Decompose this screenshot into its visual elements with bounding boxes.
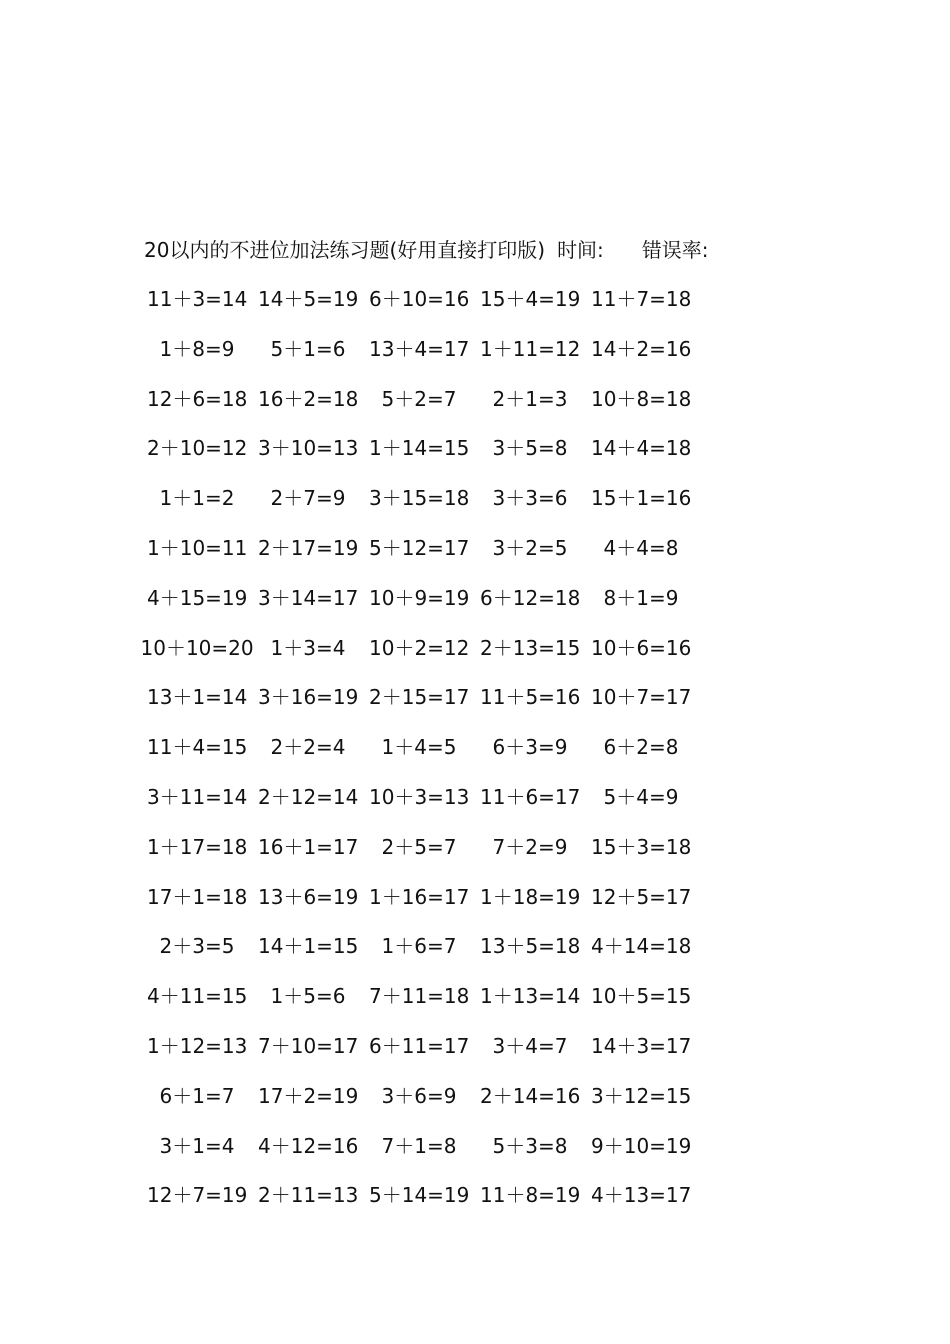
addition-problem: 3＋6=9: [381, 1083, 457, 1108]
addition-problem: 12＋5=17: [591, 884, 692, 909]
addition-problem: 6＋3=9: [492, 735, 568, 760]
addition-problem: 4＋11=15: [147, 984, 248, 1009]
addition-problem: 17＋1=18: [147, 884, 248, 909]
addition-problem: 14＋1=15: [258, 934, 359, 959]
addition-problem: 11＋3=14: [147, 287, 248, 311]
addition-problem: 1＋12=13: [147, 1034, 248, 1058]
error-rate-label: 错误率:: [641, 238, 709, 262]
addition-problem: 1＋13=14: [480, 984, 581, 1009]
addition-problem: 1＋4=5: [381, 735, 457, 760]
problem-row: [0, 682, 950, 712]
addition-problem: 2＋10=12: [147, 436, 248, 461]
addition-problem: 5＋1=6: [270, 336, 346, 361]
addition-problem: 1＋8=9: [159, 336, 235, 361]
problem-row: [0, 483, 950, 513]
addition-problem: 1＋17=18: [147, 834, 248, 859]
addition-problem: 10＋9=19: [369, 585, 470, 610]
addition-problem: 2＋7=9: [270, 486, 346, 511]
addition-problem: 5＋4=9: [603, 785, 679, 809]
addition-problem: 11＋7=18: [591, 287, 692, 311]
addition-problem: 13＋6=19: [258, 884, 359, 909]
addition-problem: 16＋1=17: [258, 834, 359, 859]
addition-problem: 4＋14=18: [591, 934, 692, 959]
addition-problem: 6＋1=7: [159, 1083, 235, 1108]
addition-problem: 14＋5=19: [258, 287, 359, 311]
addition-problem: 12＋7=19: [147, 1183, 248, 1208]
addition-problem: 15＋4=19: [480, 287, 581, 311]
addition-problem: 5＋3=8: [492, 1133, 568, 1158]
problem-row: [0, 384, 950, 414]
addition-problem: 11＋6=17: [480, 785, 581, 809]
addition-problem: 14＋4=18: [591, 436, 692, 461]
addition-problem: 1＋1=2: [159, 486, 235, 511]
addition-problem: 10＋6=16: [591, 635, 692, 660]
problem-row: [0, 1180, 950, 1210]
addition-problem: 10＋7=17: [591, 685, 692, 710]
problem-row: [0, 284, 950, 314]
addition-problem: 1＋10=11: [147, 536, 248, 560]
addition-problem: 1＋18=19: [480, 884, 581, 909]
addition-problem: 2＋11=13: [258, 1183, 359, 1208]
addition-problem: 10＋2=12: [369, 635, 470, 660]
addition-problem: 11＋4=15: [147, 735, 248, 760]
addition-problem: 11＋5=16: [480, 685, 581, 710]
addition-problem: 2＋2=4: [270, 735, 346, 760]
addition-problem: 6＋2=8: [603, 735, 679, 760]
addition-problem: 1＋3=4: [270, 635, 346, 660]
addition-problem: 4＋4=8: [603, 536, 679, 560]
addition-problem: 1＋14=15: [369, 436, 470, 461]
problem-row: [0, 583, 950, 613]
problem-row: [0, 732, 950, 762]
addition-problem: 3＋12=15: [591, 1083, 692, 1108]
addition-problem: 2＋12=14: [258, 785, 359, 809]
addition-problem: 16＋2=18: [258, 386, 359, 411]
problem-row: [0, 981, 950, 1011]
addition-problem: 15＋3=18: [591, 834, 692, 859]
addition-problem: 7＋1=8: [381, 1133, 457, 1158]
addition-problem: 17＋2=19: [258, 1083, 359, 1108]
addition-problem: 8＋1=9: [603, 585, 679, 610]
problem-row: [0, 1031, 950, 1061]
addition-problem: 6＋10=16: [369, 287, 470, 311]
addition-problem: 10＋3=13: [369, 785, 470, 809]
addition-problem: 5＋12=17: [369, 536, 470, 560]
addition-problem: 1＋6=7: [381, 934, 457, 959]
addition-problem: 2＋14=16: [480, 1083, 581, 1108]
problem-row: [0, 334, 950, 364]
addition-problem: 2＋3=5: [159, 934, 235, 959]
addition-problem: 3＋10=13: [258, 436, 359, 461]
addition-problem: 7＋11=18: [369, 984, 470, 1009]
addition-problem: 12＋6=18: [147, 386, 248, 411]
addition-problem: 13＋1=14: [147, 685, 248, 710]
addition-problem: 10＋10=20: [140, 635, 254, 660]
addition-problem: 2＋17=19: [258, 536, 359, 560]
addition-problem: 7＋10=17: [258, 1034, 359, 1058]
addition-problem: 7＋2=9: [492, 834, 568, 859]
problem-row: [0, 782, 950, 812]
addition-problem: 3＋3=6: [492, 486, 568, 511]
addition-problem: 10＋8=18: [591, 386, 692, 411]
addition-problem: 5＋2=7: [381, 386, 457, 411]
problem-row: [0, 433, 950, 463]
addition-problem: 10＋5=15: [591, 984, 692, 1009]
addition-problem: 2＋15=17: [369, 685, 470, 710]
addition-problem: 1＋11=12: [480, 336, 581, 361]
addition-problem: 1＋5=6: [270, 984, 346, 1009]
addition-problem: 4＋15=19: [147, 585, 248, 610]
addition-problem: 6＋12=18: [480, 585, 581, 610]
addition-problem: 13＋5=18: [480, 934, 581, 959]
addition-problem: 11＋8=19: [480, 1183, 581, 1208]
problem-row: [0, 832, 950, 862]
addition-problem: 2＋1=3: [492, 386, 568, 411]
problem-row: [0, 1081, 950, 1111]
worksheet-header: [144, 236, 709, 264]
addition-problem: 15＋1=16: [591, 486, 692, 511]
addition-problem: 3＋15=18: [369, 486, 470, 511]
addition-problem: 13＋4=17: [369, 336, 470, 361]
addition-problem: 3＋16=19: [258, 685, 359, 710]
addition-problem: 2＋13=15: [480, 635, 581, 660]
worksheet-title: 20以内的不进位加法练习题(好用直接打印版): [144, 238, 546, 262]
time-label: 时间:: [557, 238, 604, 262]
problem-row: [0, 1131, 950, 1161]
addition-problem: 2＋5=7: [381, 834, 457, 859]
addition-problem: 3＋2=5: [492, 536, 568, 560]
addition-problem: 14＋2=16: [591, 336, 692, 361]
problem-row: [0, 882, 950, 912]
problem-row: [0, 633, 950, 663]
addition-problem: 3＋4=7: [492, 1034, 568, 1058]
addition-problem: 4＋13=17: [591, 1183, 692, 1208]
addition-problem: 5＋14=19: [369, 1183, 470, 1208]
addition-problem: 3＋1=4: [159, 1133, 235, 1158]
addition-problem: 14＋3=17: [591, 1034, 692, 1058]
addition-problem: 6＋11=17: [369, 1034, 470, 1058]
addition-problem: 3＋14=17: [258, 585, 359, 610]
addition-problem: 1＋16=17: [369, 884, 470, 909]
problem-row: [0, 931, 950, 961]
problem-row: [0, 533, 950, 563]
addition-problem: 3＋11=14: [147, 785, 248, 809]
addition-problem: 4＋12=16: [258, 1133, 359, 1158]
addition-problem: 9＋10=19: [591, 1133, 692, 1158]
addition-problem: 3＋5=8: [492, 436, 568, 461]
